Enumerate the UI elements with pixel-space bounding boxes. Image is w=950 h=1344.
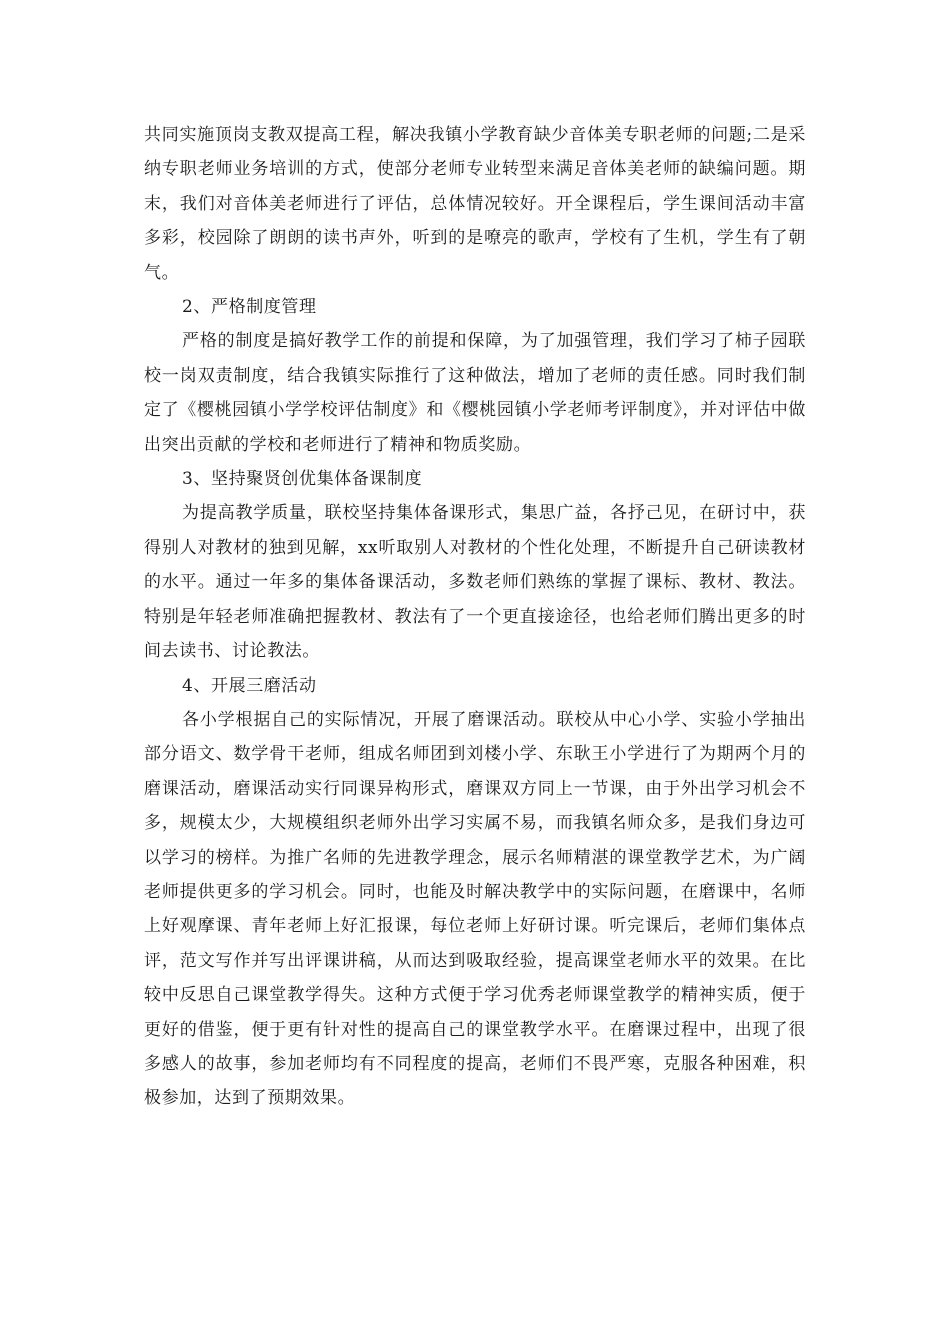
heading-three-polish-activity: 4、开展三磨活动 (182, 675, 317, 696)
heading-collective-lesson-prep: 3、坚持聚贤创优集体备课制度 (182, 469, 423, 490)
heading-strict-management: 2、严格制度管理 (182, 297, 317, 318)
paragraph-collective-lesson-prep: 为提高教学质量，联校坚持集体备课形式，集思广益，各抒己见，在研讨中，获得别人对教材的独到见解，xx听取别人对教材的个性化处理，不断提升自己研读教材的水平。通过一年多的集体备课活动，多数老师们熟练的掌握了课标、教材、教法。特别是年轻老师准确把握教材、教法有了一个更直接途径，也给老师们腾出更多的时间去读书、讨论教法。 (144, 503, 806, 662)
paragraph-three-polish-activity: 各小学根据自己的实际情况，开展了磨课活动。联校从中心小学、实验小学抽出部分语文、数学骨干老师，组成名师团到刘楼小学、东耿王小学进行了为期两个月的磨课活动，磨课活动实行同课异构形式，磨课双方同上一节课，由于外出学习机会不多，规模太少，大规模组织老师外出学习实属不易，而我镇名师众多，是我们身边可以学习的榜样。为推广名师的先进教学理念，展示名师精湛的课堂教学艺术，为广阔老师提供更多的学习机会。同时，也能及时解决教学中的实际问题，在磨课中，名师上好观摩课、青年老师上好汇报课，每位老师上好研讨课。听完课后，老师们集体点评，范文写作并写出评课讲稿，从而达到吸取经验，提高课堂老师水平的效果。在比较中反思自己课堂教学得失。这种方式便于学习优秀老师课堂教学的精神实质，便于更好的借鉴，便于更有针对性的提高自己的课堂教学水平。在磨课过程中，出现了很多感人的故事，参加老师均有不同程度的提高，老师们不畏严寒，克服各种困难，积极参加，达到了预期效果。 (144, 709, 806, 1109)
document-body (144, 118, 806, 1116)
paragraph-course-staffing: 共同实施顶岗支教双提高工程，解决我镇小学教育缺少音体美专职老师的问题;二是采纳专职老师业务培训的方式，使部分老师专业转型来满足音体美老师的缺编问题。期末，我们对音体美老师进行了评估，总体情况较好。开全课程后，学生课间活动丰富多彩，校园除了朗朗的读书声外，听到的是嘹亮的歌声，学校有了生机，学生有了朝气。 (144, 125, 806, 283)
paragraph-strict-management: 严格的制度是搞好教学工作的前提和保障，为了加强管理，我们学习了柿子园联校一岗双责制度，结合我镇实际推行了这种做法，增加了老师的责任感。同时我们制定了《樱桃园镇小学学校评估制度》和《樱桃园镇小学老师考评制度》，并对评估中做出突出贡献的学校和老师进行了精神和物质奖励。 (144, 331, 806, 455)
